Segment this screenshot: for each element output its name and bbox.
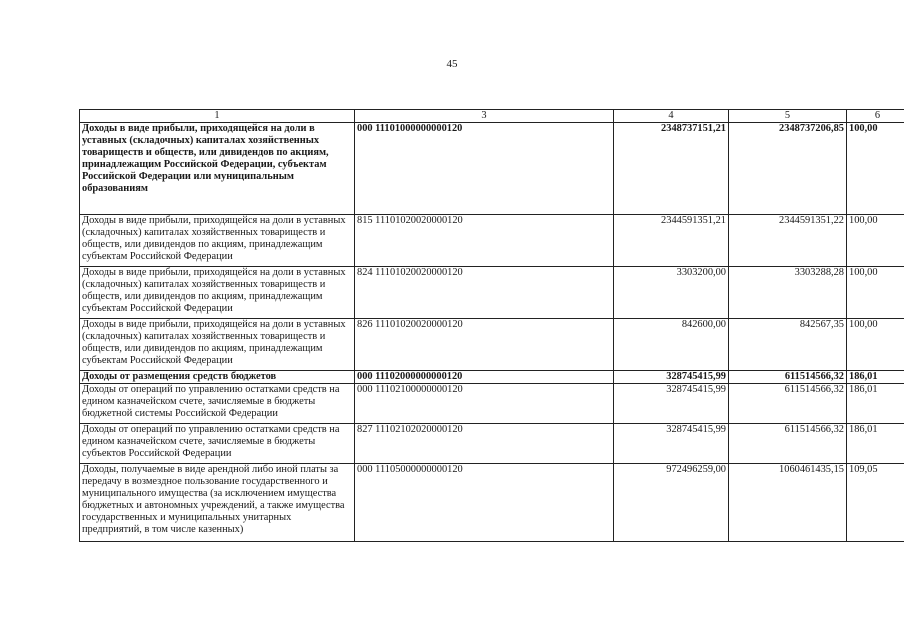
execution-percent: 186,01 — [847, 424, 904, 464]
revenue-name: Доходы в виде прибыли, приходящейся на доли в уставных (складочных) капиталах хозяйственных товариществ и обществ, или дивидендов по акциям, принадлежащим субъектам Российской Федерации — [80, 215, 355, 267]
planned-value: 328745415,99 — [614, 371, 729, 384]
header-col-5: 5 — [729, 110, 847, 123]
actual-value: 611514566,32 — [729, 371, 847, 384]
execution-percent: 100,00 — [847, 267, 904, 319]
table-row — [80, 371, 904, 384]
revenue-table — [79, 109, 904, 542]
revenue-name: Доходы в виде прибыли, приходящейся на доли в уставных (складочных) капиталах хозяйственных товариществ и обществ, или дивидендов по акциям, принадлежащим субъектам Российской Федерации — [80, 319, 355, 371]
revenue-name: Доходы в виде прибыли, приходящейся на доли в уставных (складочных) капиталах хозяйственных товариществ и обществ, или дивидендов по акциям, принадлежащим Российской Федерации, субъектам Российской Федерации или муниципальным образованиям — [80, 123, 355, 215]
execution-percent: 186,01 — [847, 371, 904, 384]
table-row — [80, 424, 904, 464]
actual-value: 842567,35 — [729, 319, 847, 371]
execution-percent: 100,00 — [847, 123, 904, 215]
revenue-code: 824 11101020020000120 — [355, 267, 614, 319]
revenue-code: 000 11102100000000120 — [355, 384, 614, 424]
revenue-name: Доходы от операций по управлению остатками средств на едином казначейском счете, зачисляемые в бюджеты субъектов Российской Федерации — [80, 424, 355, 464]
header-col-1: 1 — [80, 110, 355, 123]
actual-value: 1060461435,15 — [729, 464, 847, 542]
revenue-name: Доходы в виде прибыли, приходящейся на доли в уставных (складочных) капиталах хозяйственных товариществ и обществ, или дивидендов по акциям, принадлежащим субъектам Российской Федерации — [80, 267, 355, 319]
table-row — [80, 267, 904, 319]
actual-value: 3303288,28 — [729, 267, 847, 319]
execution-percent: 100,00 — [847, 319, 904, 371]
revenue-code: 815 11101020020000120 — [355, 215, 614, 267]
table-row — [80, 319, 904, 371]
revenue-code: 000 11102000000000120 — [355, 371, 614, 384]
actual-value: 2348737206,85 — [729, 123, 847, 215]
table-row — [80, 384, 904, 424]
planned-value: 328745415,99 — [614, 384, 729, 424]
revenue-code: 826 11101020020000120 — [355, 319, 614, 371]
planned-value: 2348737151,21 — [614, 123, 729, 215]
execution-percent: 100,00 — [847, 215, 904, 267]
header-row — [80, 110, 904, 123]
planned-value: 972496259,00 — [614, 464, 729, 542]
page-number: 45 — [446, 58, 458, 70]
header-col-3: 3 — [355, 110, 614, 123]
table-row — [80, 464, 904, 542]
revenue-code: 000 11105000000000120 — [355, 464, 614, 542]
header-col-4: 4 — [614, 110, 729, 123]
planned-value: 328745415,99 — [614, 424, 729, 464]
revenue-name: Доходы от размещения средств бюджетов — [80, 371, 355, 384]
revenue-name: Доходы от операций по управлению остатками средств на едином казначейском счете, зачисляемые в бюджеты бюджетной системы Российской Федерации — [80, 384, 355, 424]
actual-value: 611514566,32 — [729, 424, 847, 464]
planned-value: 842600,00 — [614, 319, 729, 371]
planned-value: 3303200,00 — [614, 267, 729, 319]
actual-value: 2344591351,22 — [729, 215, 847, 267]
revenue-name: Доходы, получаемые в виде арендной либо иной платы за передачу в возмездное пользование государственного и муниципального имущества (за исключением имущества бюджетных и автономных учреждений, а также имущества государственных и муниципальных унитарных предприятий, в том числе казенных) — [80, 464, 355, 542]
execution-percent: 109,05 — [847, 464, 904, 542]
revenue-code: 827 11102102020000120 — [355, 424, 614, 464]
actual-value: 611514566,32 — [729, 384, 847, 424]
revenue-code: 000 11101000000000120 — [355, 123, 614, 215]
table-row — [80, 215, 904, 267]
header-col-6: 6 — [847, 110, 904, 123]
planned-value: 2344591351,21 — [614, 215, 729, 267]
execution-percent: 186,01 — [847, 384, 904, 424]
table-row — [80, 123, 904, 215]
